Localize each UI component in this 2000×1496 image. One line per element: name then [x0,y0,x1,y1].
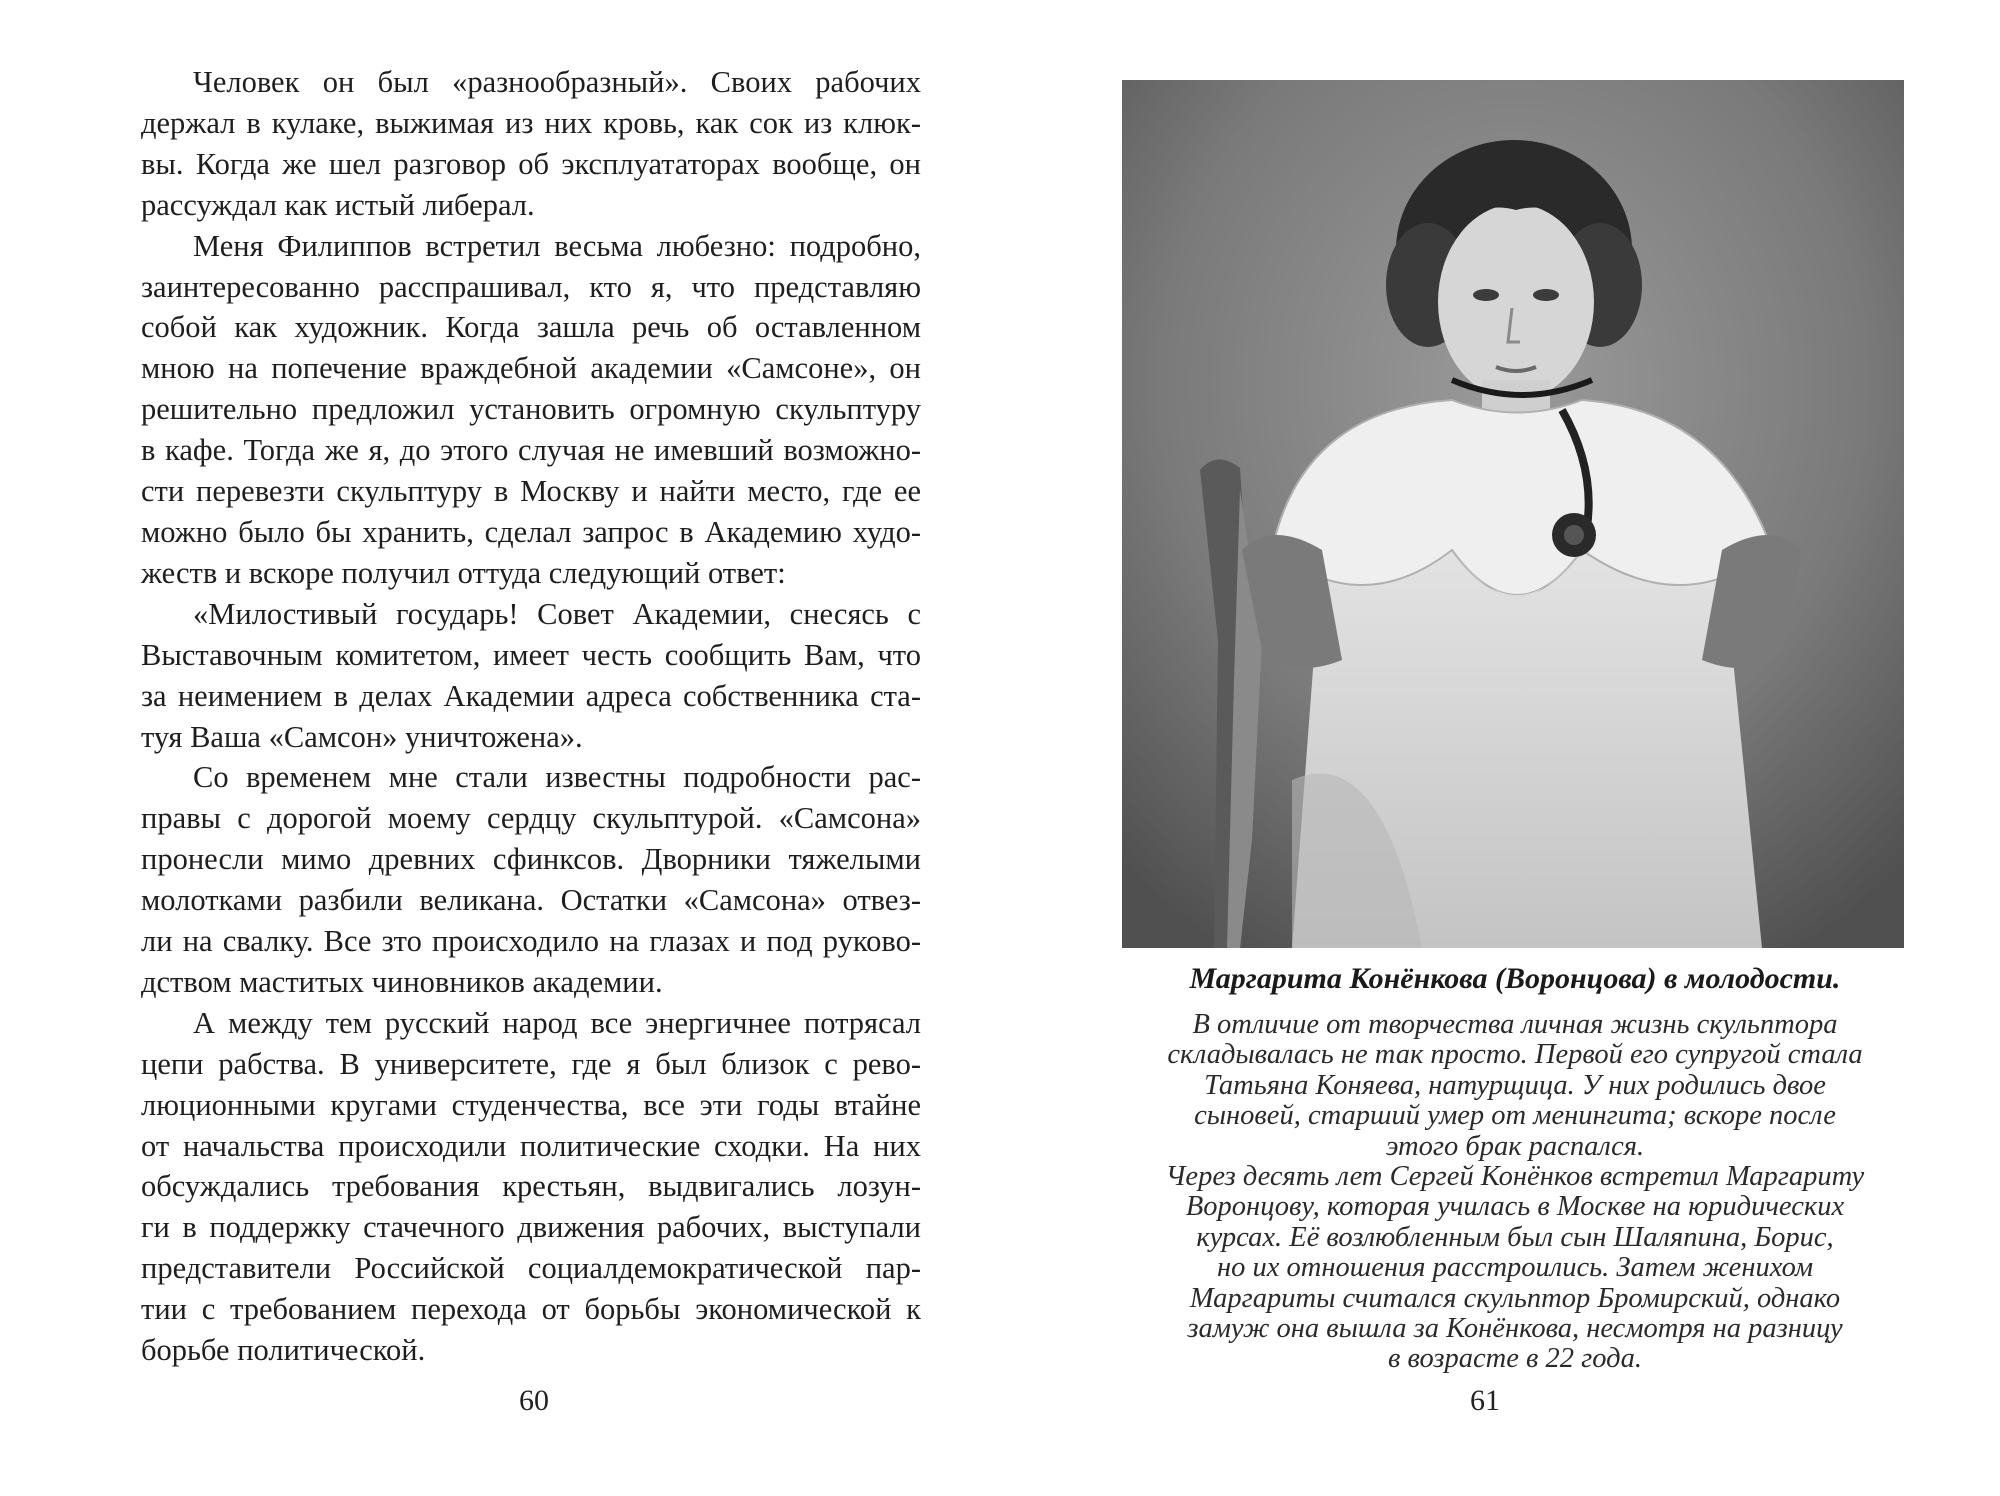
text-line: можно было бы хранить, сделал запрос в Академию худо- [141,514,921,549]
paragraph [141,1003,921,1371]
text-line: люционными кругами студенчества, все эти годы втайне [141,1087,921,1122]
page-number-right: 61 [1470,1384,1500,1417]
paragraph [141,62,921,226]
text-line: держал в кулаке, выжимая из них кровь, как сок из клюк- [141,105,921,140]
text-line: мною на попечение враждебной академии «Самсоне», он [141,351,921,386]
left-page-text [141,62,921,1371]
caption-line: Воронцову, которая училась в Москве на юридических [1185,1191,1845,1223]
text-line: рассуждал как истый либерал. [141,187,535,222]
paragraph [141,757,921,1002]
text-line: ги в поддержку стачечного движения рабочих, выступали [141,1210,921,1245]
caption-line: замуж она вышла за Конёнкова, несмотря на разницу [1187,1313,1843,1345]
text-line: вы. Когда же шел разговор об эксплуататорах вообще, он [141,146,921,181]
text-line: в кафе. Тогда же я, до этого случая не имевший возможно- [141,433,921,468]
text-line: Выставочным комитетом, имеет честь сообщить Вам, что [141,637,921,672]
caption-line: Через десять лет Сергей Конёнков встретил Маргариту [1165,1161,1865,1193]
text-line: ли на свалку. Все зто происходило на глазах и под руково- [141,924,921,959]
paragraph [141,226,921,594]
caption-line: но их отношения расстроились. Затем женихом [1216,1252,1814,1284]
text-line: за неимением в делах Академии адреса собственника ста- [141,678,921,713]
text-line: «Милостивый государь! Совет Академии, снесясь с [193,596,921,631]
text-line: борьбе политической. [141,1333,426,1368]
text-line: молотками разбили великана. Остатки «Самсона» отвез- [141,883,921,918]
text-line: Меня Филиппов встретил весьма любезно: подробно, [193,228,921,263]
portrait-photo [1122,80,1904,948]
caption-line: складывалась не так просто. Первой его супругой стала [1167,1039,1863,1071]
text-line: представители Российской социалдемократической пар- [141,1251,921,1286]
caption-line: в возрасте в 22 года. [1388,1343,1642,1375]
photo-caption-body [1110,1010,1920,1375]
text-line: туя Ваша «Самсон» уничтожена». [141,719,583,754]
text-line: решительно предложил установить огромную скульптуру [141,392,921,427]
text-line: заинтересованно расспрашивал, кто я, что представляю [141,269,921,304]
text-line: А между тем русский народ все энергичнее потрясал [193,1005,921,1040]
text-line: от начальства происходили политические сходки. На них [141,1128,921,1163]
text-line: правы с дорогой моему сердцу скульптурой. «Самсона» [141,801,921,836]
text-line: дством маститых чиновников академии. [141,964,663,999]
text-line: собой как художник. Когда зашла речь об оставленном [141,310,921,345]
text-line: цепи рабства. В университете, где я был близок с рево- [141,1046,921,1081]
text-line: обсуждались требования крестьян, выдвигались лозун- [141,1169,921,1204]
text-line: жеств и вскоре получил оттуда следующий ответ: [141,555,786,590]
text-line: Со временем мне стали известны подробности рас- [193,760,921,795]
text-line: Человек он был «разнообразный». Своих рабочих [193,65,921,99]
caption-line: В отличие от творчества личная жизнь скульптора [1192,1009,1838,1040]
photo-caption-title: Маргарита Конёнкова (Воронцова) в молодости. [1189,962,1841,995]
page-number-left: 60 [519,1384,549,1417]
caption-line: курсах. Её возлюбленным был сын Шаляпина, Борис, [1196,1221,1834,1253]
text-line: сти перевезти скульптуру в Москву и найти место, где ее [141,474,921,509]
text-line: пронесли мимо древних сфинксов. Дворники тяжелыми [141,842,921,877]
caption-line: этого брак распался. [1385,1130,1645,1162]
caption-line: Татьяна Коняева, натурщица. У них родились двое [1204,1069,1826,1101]
text-line: тии с требованием перехода от борьбы экономической к [141,1292,921,1327]
caption-line: сыновей, старший умер от менингита; вскоре после [1194,1100,1836,1132]
paragraph [141,594,921,758]
caption-line: Маргариты считался скульптор Бромирский, однако [1189,1282,1841,1314]
